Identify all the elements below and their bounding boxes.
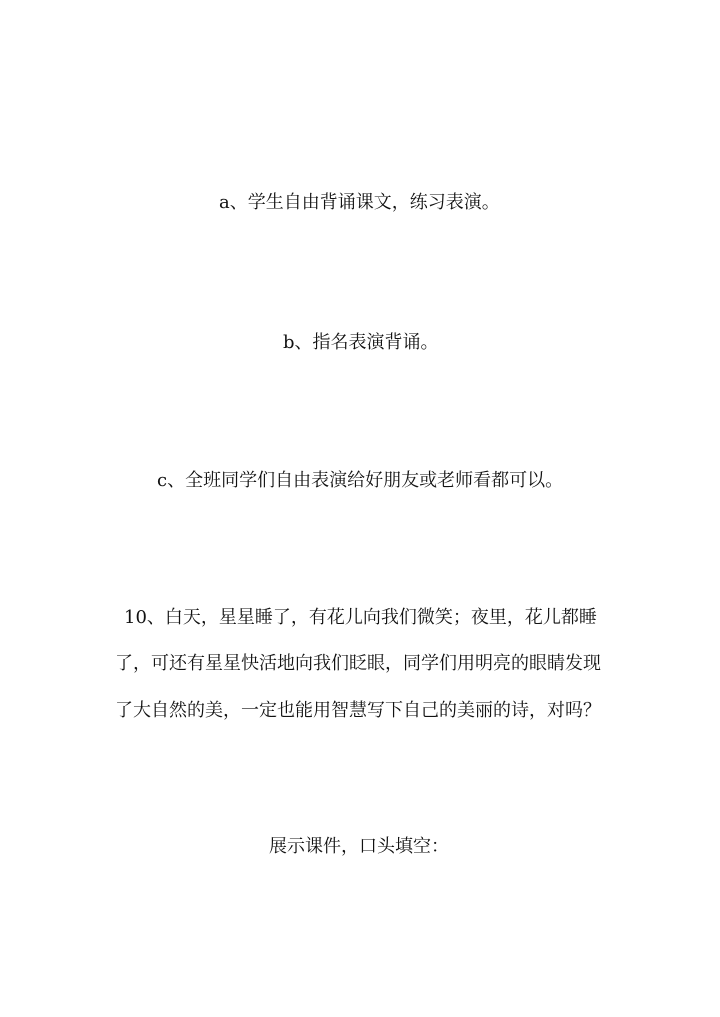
courseware-prompt-text: 展示课件，口头填空： [269, 836, 449, 857]
paragraph-10-line-2: 了，可还有星星快活地向我们眨眼，同学们用明亮的眼睛发现 [115, 653, 601, 674]
paragraph-10-line-1: 10、白天，星星睡了，有花儿向我们微笑；夜里，花儿都睡 [124, 607, 597, 628]
paragraph-10-line-3: 了大自然的美，一定也能用智慧写下自己的美丽的诗，对吗？ [115, 700, 601, 721]
step-b-text: b、指名表演背诵。 [283, 332, 439, 353]
step-c-text: c、全班同学们自由表演给好朋友或老师看都可以。 [157, 470, 564, 491]
step-a-text: a、学生自由背诵课文，练习表演。 [219, 192, 500, 213]
